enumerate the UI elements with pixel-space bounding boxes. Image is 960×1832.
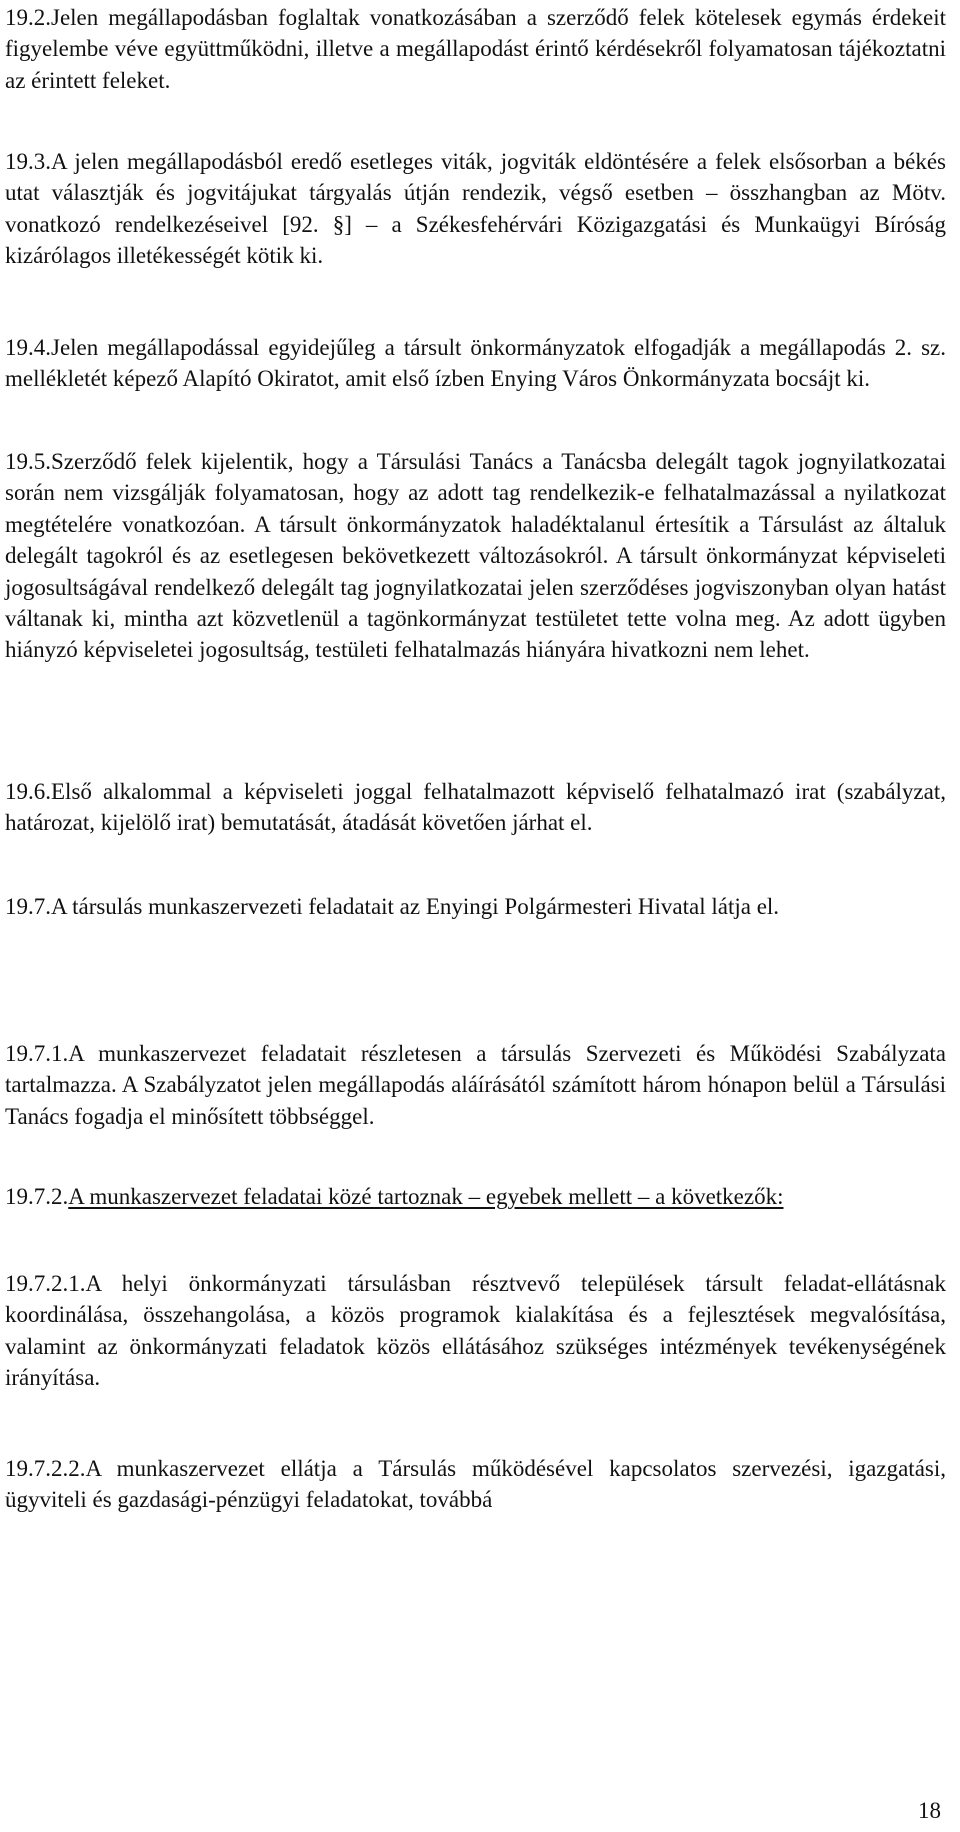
paragraph-19-5: 19.5.Szerződő felek kijelentik, hogy a Társulási Tanács a Tanácsba delegált tagok jognyilatkozatai során nem vizsgálják folyamatosan, hogy az adott tag rendelkezik-e felhatalmazással a nyilatkozat megtételére vonatkozóan. A társult önkormányzatok haladéktalanul értesítik a Társulást az általuk delegált tagokról és az esetlegesen bekövetkezett változásokról. A társult önkormányzat képviseleti jogosultságával rendelkező delegált tag jognyilatkozatai jelen szerződéses jogviszonyban olyan hatást váltanak ki, mintha azt közvetlenül a tagönkormányzat testületet tette volna meg. Az adott ügyben hiányzó képviseletei jogosultság, testületi felhatalmazás hiányára hivatkozni nem lehet. — [5, 449, 946, 663]
paragraph-19-2: 19.2.Jelen megállapodásban foglaltak vonatkozásában a szerződő felek kötelesek egymás érdekeit figyelembe véve együttműködni, illetve a megállapodást érintő kérdésekről folyamatosan tájékoztatni az érintett feleket. — [5, 5, 946, 93]
paragraph-19-3: 19.3.A jelen megállapodásból eredő esetleges viták, jogviták eldöntésére a felek elsősorban a békés utat választják és jogvitájukat tárgyalás útján rendezik, végső esetben – összhangban az Mötv. vonatkozó rendelkezéseivel [92. §] – a Székesfehérvári Közigazgatási és Munkaügyi Bíróság kizárólagos illetékességét kötik ki. — [5, 149, 946, 269]
paragraph-19-7-2 — [5, 1181, 946, 1212]
paragraph-19-7-2-2: 19.7.2.2.A munkaszervezet ellátja a Társulás működésével kapcsolatos szervezési, igazgatási, ügyviteli és gazdasági-pénzügyi feladatokat, továbbá — [5, 1456, 946, 1513]
paragraph-19-4: 19.4.Jelen megállapodással egyidejűleg a társult önkormányzatok elfogadják a megállapodás 2. sz. mellékletét képező Alapító Okiratot, amit első ízben Enying Város Önkormányzata bocsájt ki. — [5, 335, 946, 392]
paragraph-19-7: 19.7.A társulás munkaszervezeti feladatait az Enyingi Polgármesteri Hivatal látja el. — [5, 894, 780, 919]
paragraph-number: 19.7.2. — [5, 1184, 69, 1209]
underlined-heading: A munkaszervezet feladatai közé tartoznak – egyebek mellett – a következők: — [68, 1184, 784, 1209]
paragraph-19-7-2-1: 19.7.2.1.A helyi önkormányzati társulásban résztvevő települések társult feladat-ellátásnak koordinálása, összehangolása, a közös programok kialakítása és a fejlesztések megvalósítása, valamint az önkormányzati feladatok közös ellátásához szükséges intézmények tevékenységének irányítása. — [5, 1271, 946, 1391]
paragraph-19-7-1: 19.7.1.A munkaszervezet feladatait részletesen a társulás Szervezeti és Működési Szabályzata tartalmazza. A Szabályzatot jelen megállapodás aláírásától számított három hónapon belül a Társulási Tanács fogadja el minősített többséggel. — [5, 1041, 946, 1129]
paragraph-19-6: 19.6.Első alkalommal a képviseleti joggal felhatalmazott képviselő felhatalmazó irat (szabályzat, határozat, kijelölő irat) bemutatását, átadását követően járhat el. — [5, 779, 946, 836]
page-number: 18 — [918, 1798, 941, 1823]
